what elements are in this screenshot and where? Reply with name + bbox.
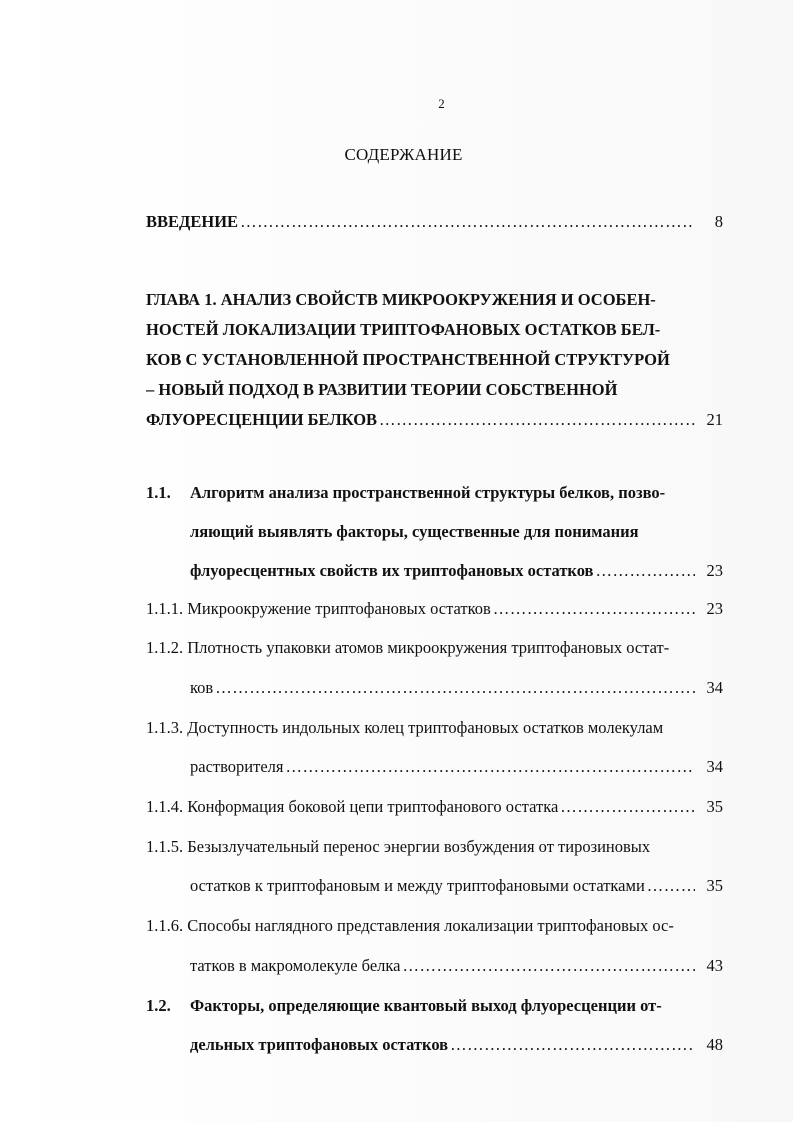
- toc-section-1-1-2-line-1: 1.1.2. Плотность упаковки атомов микроокружения триптофановых остат-: [146, 636, 723, 660]
- leader-dots: [450, 1033, 695, 1057]
- toc-entry-section-1-1-6[interactable]: [190, 954, 723, 978]
- toc-page-number: 43: [706, 956, 723, 975]
- toc-page-number: 34: [706, 678, 723, 697]
- toc-entry-label: Микроокружение триптофановых остатков: [187, 599, 491, 618]
- section-number: 1.1.: [146, 483, 171, 502]
- toc-title: СОДЕРЖАНИЕ: [344, 145, 463, 164]
- toc-page-number: 23: [706, 599, 723, 618]
- section-number: 1.1.2.: [146, 638, 184, 657]
- leader-dots: [240, 210, 695, 234]
- toc-entry-section-1-1-5[interactable]: [190, 874, 723, 898]
- toc-entry-label: остатков к триптофановым и между триптофановыми остатками: [190, 876, 645, 895]
- leader-dots: [595, 559, 695, 583]
- toc-entry-section-1-1-2[interactable]: [190, 676, 723, 700]
- toc-page-number: 21: [706, 410, 723, 429]
- leader-dots: [285, 755, 695, 779]
- section-number: 1.1.3.: [146, 718, 184, 737]
- toc-entry-label: татков в макромолекуле белка: [190, 956, 401, 975]
- toc-section-1-1-6-line-1: 1.1.6. Способы наглядного представления локализации триптофановых ос-: [146, 914, 723, 938]
- section-number: 1.1.5.: [146, 837, 184, 856]
- toc-section-1-1-line-1: 1.1. Алгоритм анализа пространственной структуры белков, позво-: [146, 481, 723, 505]
- toc-chapter-1-line-1: ГЛАВА 1. АНАЛИЗ СВОЙСТВ МИКРООКРУЖЕНИЯ И ОСОБЕН-: [146, 290, 656, 309]
- leader-dots: [560, 795, 695, 819]
- toc-entry-chapter-1[interactable]: [146, 408, 723, 432]
- toc-page-number: 23: [706, 561, 723, 580]
- toc-page-number: 35: [706, 876, 723, 895]
- toc-chapter-1-line-2: НОСТЕЙ ЛОКАЛИЗАЦИИ ТРИПТОФАНОВЫХ ОСТАТКОВ БЕЛ-: [146, 320, 661, 339]
- page-number: 2: [438, 96, 445, 111]
- toc-entry-label: растворителя: [190, 757, 284, 776]
- toc-entry-section-1-1-1[interactable]: [146, 597, 723, 621]
- toc-entry-section-1-1[interactable]: [190, 559, 723, 583]
- toc-section-1-1-5-line-1: 1.1.5. Безызлучательный перенос энергии возбуждения от тирозиновых: [146, 835, 723, 859]
- leader-dots: [379, 408, 695, 432]
- section-number: 1.1.4.: [146, 797, 184, 816]
- leader-dots: [215, 676, 695, 700]
- toc-page-number: 48: [706, 1035, 723, 1054]
- leader-dots: [402, 954, 695, 978]
- toc-entry-section-1-2[interactable]: [190, 1033, 723, 1057]
- toc-section-1-2-line-1: 1.2. Факторы, определяющие квантовый выход флуоресценции от-: [146, 994, 723, 1018]
- toc-entry-label: ков: [190, 678, 214, 697]
- leader-dots: [647, 874, 695, 898]
- toc-entry-label: Конформация боковой цепи триптофанового остатка: [187, 797, 559, 816]
- toc-entry-label: дельных триптофановых остатков: [190, 1035, 449, 1054]
- toc-entry-introduction[interactable]: [146, 210, 723, 234]
- toc-section-1-1-3-line-1: 1.1.3. Доступность индольных колец триптофановых остатков молекулам: [146, 716, 723, 740]
- leader-dots: [493, 597, 695, 621]
- toc-entry-section-1-1-4[interactable]: [146, 795, 723, 819]
- toc-section-1-1-line-2: ляющий выявлять факторы, существенные для понимания: [190, 522, 639, 541]
- toc-page-number: 35: [706, 797, 723, 816]
- toc-chapter-1-line-3: КОВ С УСТАНОВЛЕННОЙ ПРОСТРАНСТВЕННОЙ СТРУКТУРОЙ: [146, 350, 670, 369]
- section-number: 1.1.6.: [146, 916, 184, 935]
- section-number: 1.2.: [146, 996, 171, 1015]
- toc-entry-label: ФЛУОРЕСЦЕНЦИИ БЕЛКОВ: [146, 410, 378, 429]
- section-number: 1.1.1.: [146, 599, 184, 618]
- toc-page-number: 8: [714, 212, 723, 231]
- toc-entry-label: флуоресцентных свойств их триптофановых остатков: [190, 561, 594, 580]
- toc-entry-section-1-1-3[interactable]: [190, 755, 723, 779]
- toc-entry-label: ВВЕДЕНИЕ: [146, 212, 239, 231]
- toc-page-number: 34: [706, 757, 723, 776]
- toc-chapter-1-line-4: – НОВЫЙ ПОДХОД В РАЗВИТИИ ТЕОРИИ СОБСТВЕННОЙ: [146, 380, 618, 399]
